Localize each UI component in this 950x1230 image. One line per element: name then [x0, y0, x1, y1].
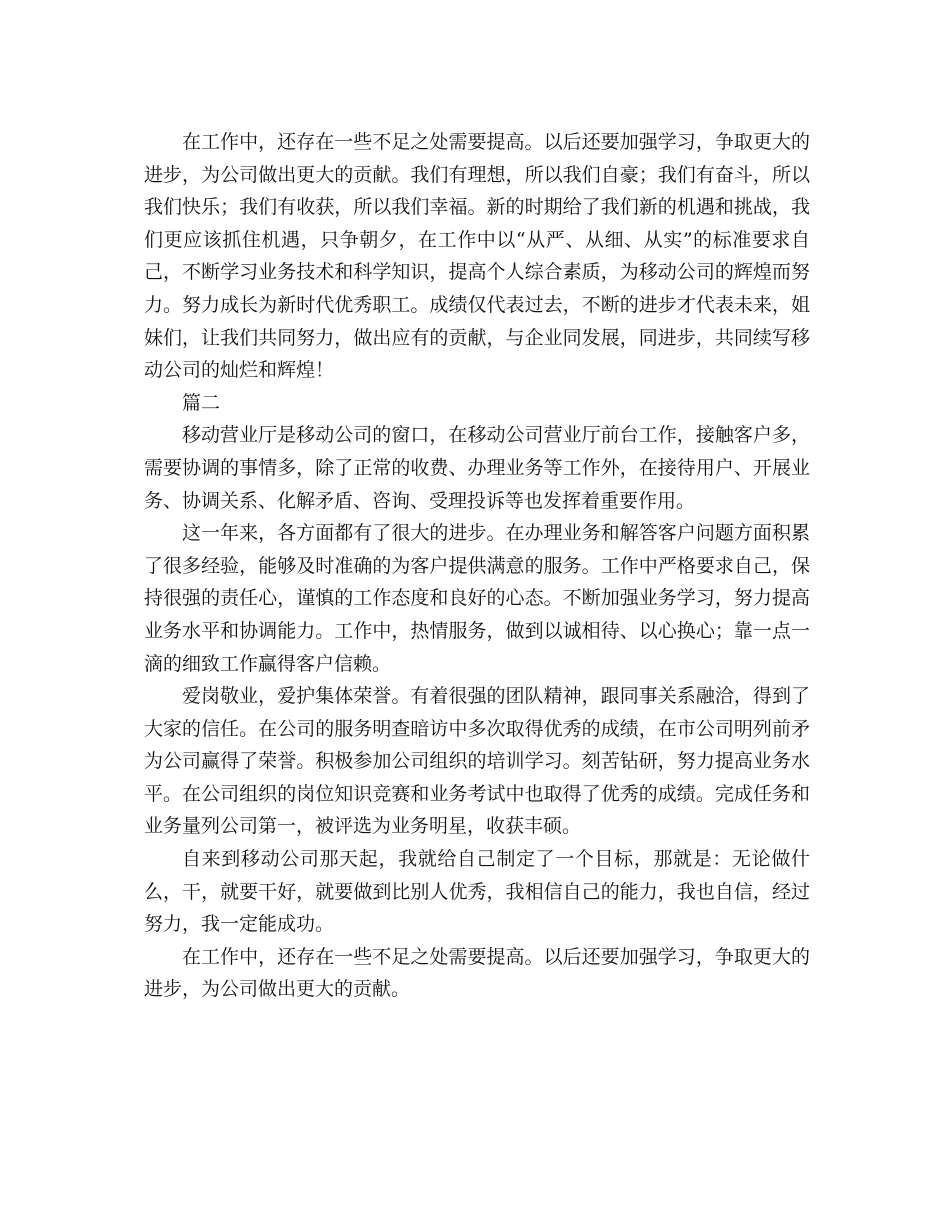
paragraph-closing-1: 在工作中，还存在一些不足之处需要提高。以后还要加强学习，争取更大的进步，为公司做出更大的贡献。我们有理想，所以我们自豪；我们有奋斗，所以我们快乐；我们有收获，所以我们幸福。新的时期给了我们新的机遇和挑战，我们更应该抓住机遇，只争朝夕，在工作中以“从严、从细、从实”的标准要求自己，不断学习业务技术和科学知识，提高个人综合素质，为移动公司的辉煌而努力。努力成长为新时代优秀职工。成绩仅代表过去，不断的进步才代表未来，姐妹们，让我们共同努力，做出应有的贡献，与企业同发展，同进步，共同续写移动公司的灿烂和辉煌！ — [144, 131, 810, 382]
section-heading-part-two: 篇二 — [182, 391, 221, 414]
document-body — [144, 126, 810, 1006]
paragraph-intro: 移动营业厅是移动公司的窗口，在移动公司营业厅前台工作，接触客户多，需要协调的事情多，除了正常的收费、办理业务等工作外，在接待用户、开展业务、协调关系、化解矛盾、咨询、受理投诉等也发挥着重要作用。 — [144, 424, 810, 512]
paragraph-closing-2: 在工作中，还存在一些不足之处需要提高。以后还要加强学习，争取更大的进步，为公司做出更大的贡献。 — [144, 945, 810, 1001]
paragraph-goal: 自来到移动公司那天起，我就给自己制定了一个目标，那就是：无论做什么，干，就要干好，就要做到比别人优秀，我相信自己的能力，我也自信，经过努力，我一定能成功。 — [144, 848, 810, 936]
paragraph-dedication: 爱岗敬业，爱护集体荣誉。有着很强的团队精神，跟同事关系融洽，得到了大家的信任。在公司的服务明查暗访中多次取得优秀的成绩，在市公司明列前矛为公司赢得了荣誉。积极参加公司组织的培训学习。刻苦钻研，努力提高业务水平。在公司组织的岗位知识竞赛和业务考试中也取得了优秀的成绩。完成任务和业务量列公司第一，被评选为业务明星，收获丰硕。 — [144, 685, 810, 838]
paragraph-progress: 这一年来，各方面都有了很大的进步。在办理业务和解答客户问题方面积累了很多经验，能够及时准确的为客户提供满意的服务。工作中严格要求自己，保持很强的责任心，谨慎的工作态度和良好的心态。不断加强业务学习，努力提高业务水平和协调能力。工作中，热情服务，做到以诚相待、以心换心；靠一点一滴的细致工作赢得客户信赖。 — [144, 522, 810, 675]
